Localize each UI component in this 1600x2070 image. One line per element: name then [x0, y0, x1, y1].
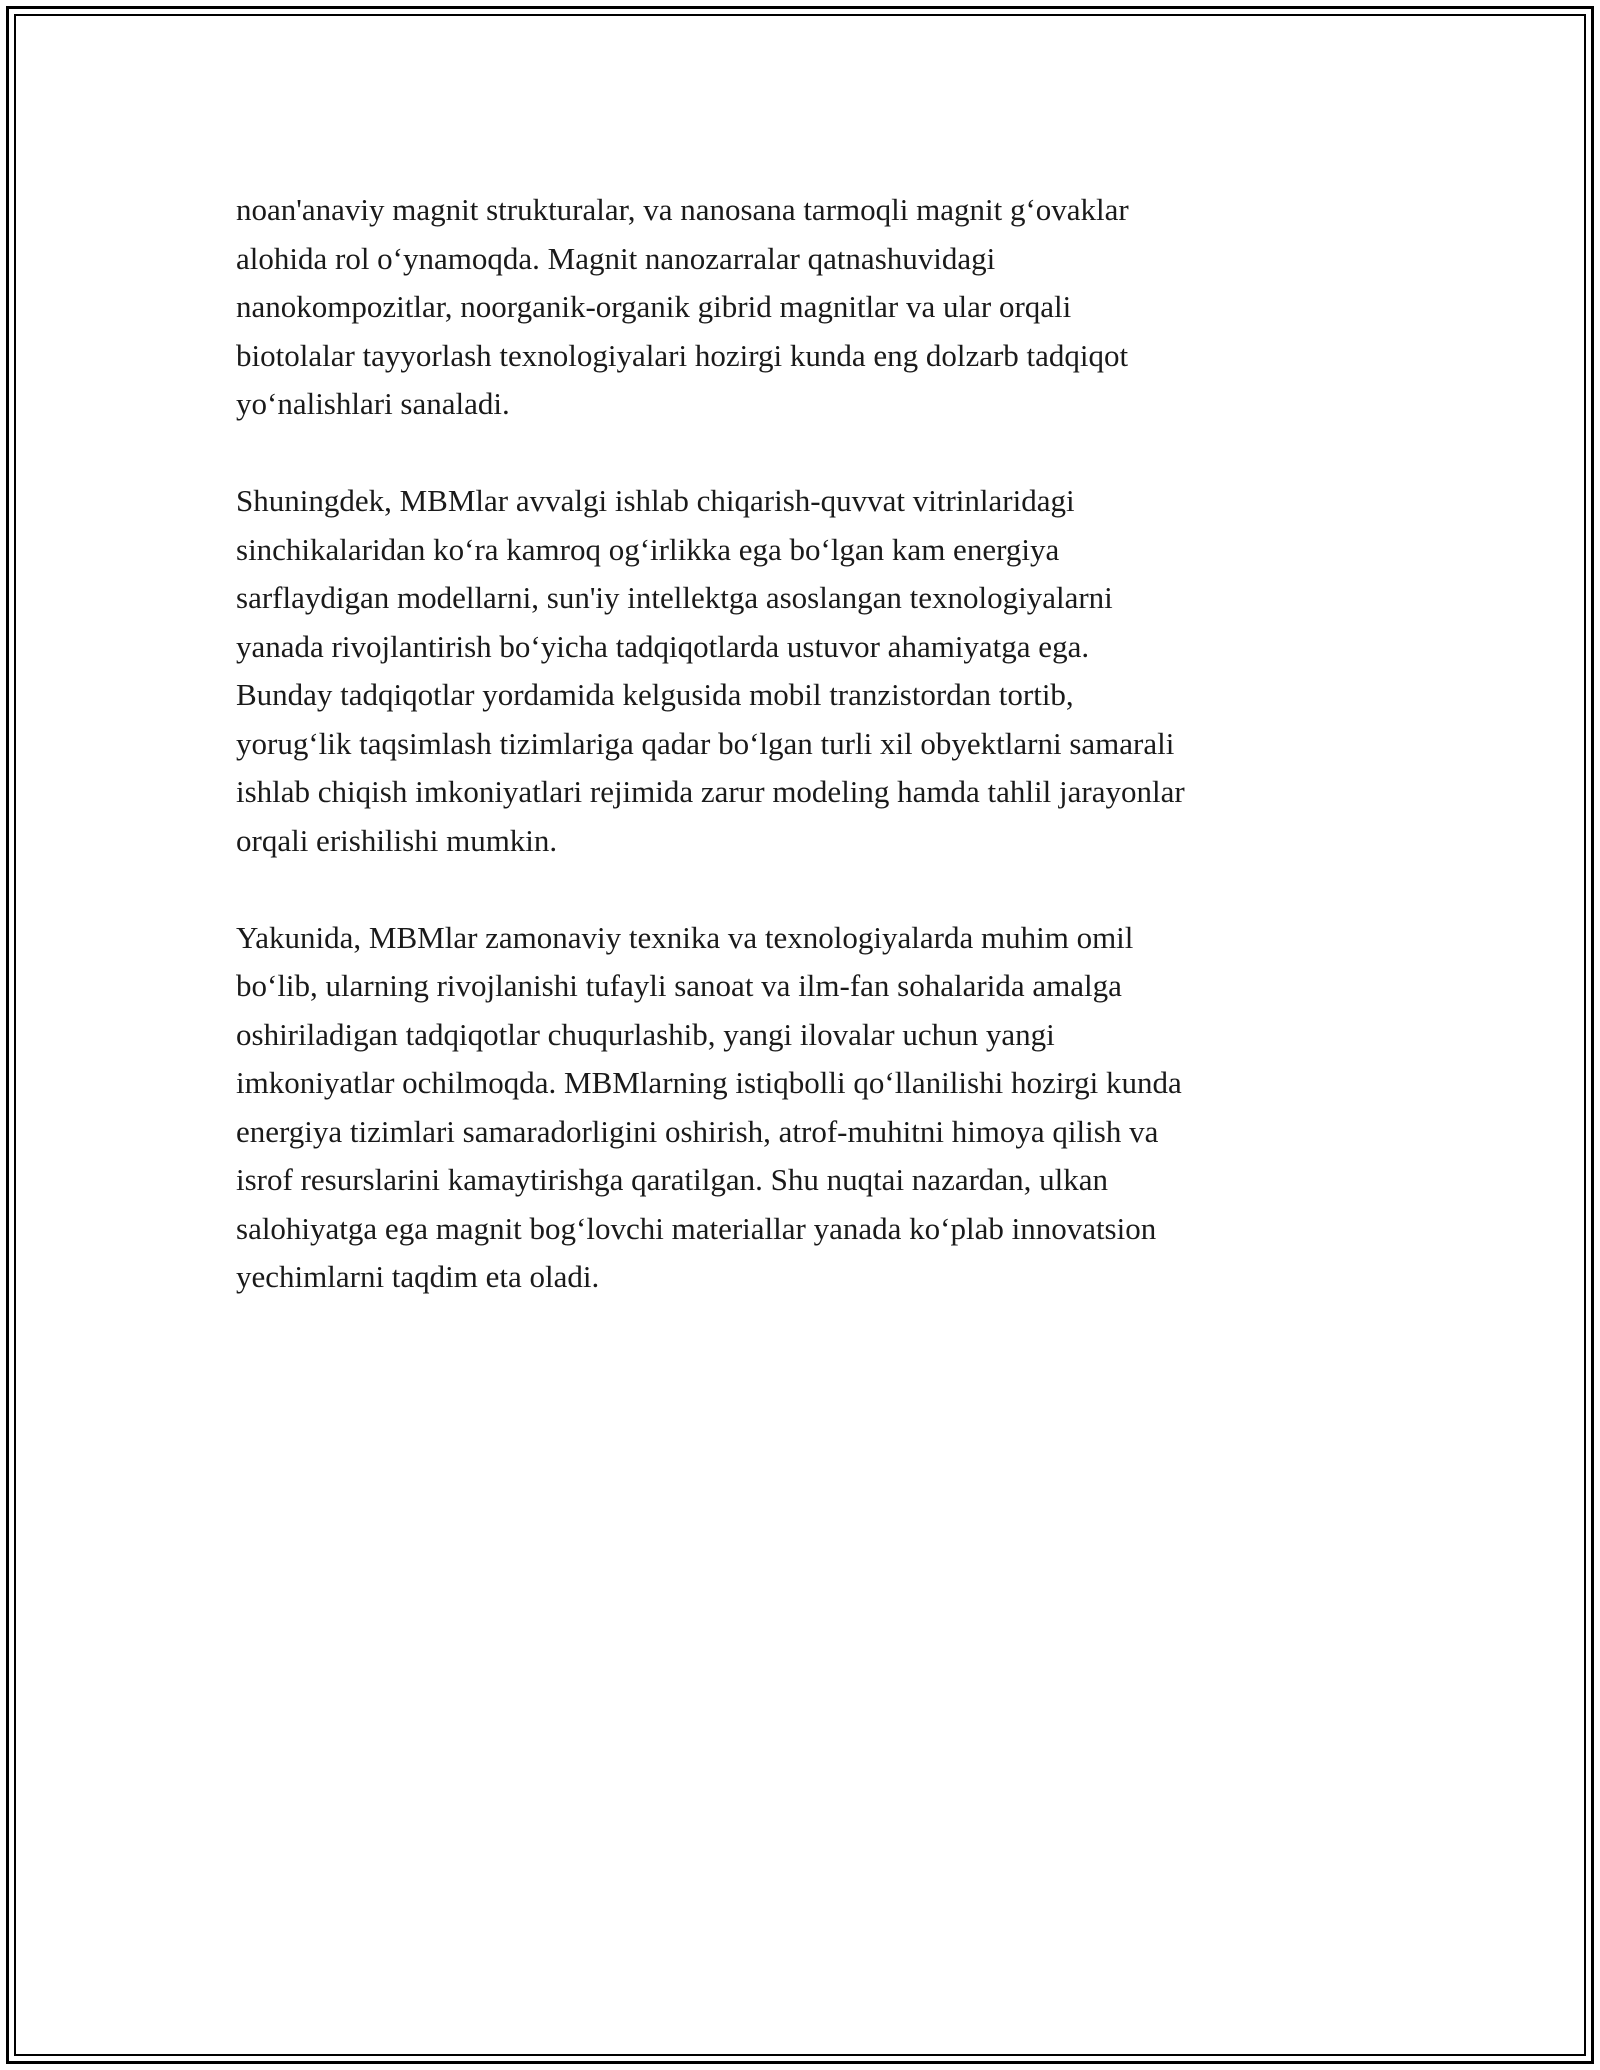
text-line: sinchikalaridan ko‘ra kamroq og‘irlikka ega bo‘lgan kam energiya [236, 531, 1060, 567]
document-body [236, 186, 1366, 1302]
text-line: noan'anaviy magnit strukturalar, va nanosana tarmoqli magnit g‘ovaklar [236, 192, 1129, 227]
text-line: isrof resurslarini kamaytirishga qaratilgan. Shu nuqtai nazardan, ulkan [236, 1162, 1109, 1197]
text-line: nanokompozitlar, noorganik-organik gibrid magnitlar va ular orqali [236, 289, 1072, 324]
text-line: biotolalar tayyorlash texnologiyalari hozirgi kunda eng dolzarb tadqiqot [236, 337, 1129, 373]
paragraph-3 [236, 914, 1366, 1302]
text-line: ishlab chiqish imkoniyatlari rejimida zarur modeling hamda tahlil jarayonlar [236, 774, 1185, 809]
text-line: energiya tizimlari samaradorligini oshirish, atrof-muhitni himoya qilish va [236, 1113, 1159, 1149]
paragraph-spacer [236, 865, 1366, 914]
text-line: Shuningdek, MBMlar avvalgi ishlab chiqarish-quvvat vitrinlaridagi [236, 483, 1075, 518]
paragraph-2 [236, 477, 1366, 865]
text-line: bo‘lib, ularning rivojlanishi tufayli sanoat va ilm-fan sohalarida amalga [236, 968, 1122, 1003]
text-line: Yakunida, MBMlar zamonaviy texnika va texnologiyalarda muhim omil [236, 919, 1134, 955]
text-line: Bunday tadqiqotlar yordamida kelgusida mobil tranzistordan tortib, [236, 677, 1074, 712]
text-line: yechimlarni taqdim eta oladi. [236, 1259, 600, 1294]
text-line: sarflaydigan modellarni, sun'iy intellektga asoslangan texnologiyalarni [236, 580, 1113, 615]
text-line: alohida rol o‘ynamoqda. Magnit nanozarralar qatnashuvidagi [236, 240, 996, 276]
text-line: salohiyatga ega magnit bog‘lovchi materiallar yanada ko‘plab innovatsion [236, 1210, 1157, 1246]
text-line: oshiriladigan tadqiqotlar chuqurlashib, yangi ilovalar uchun yangi [236, 1016, 1055, 1052]
text-line: yo‘nalishlari sanaladi. [236, 386, 510, 421]
paragraph-1 [236, 186, 1366, 429]
text-line: imkoniyatlar ochilmoqda. MBMlarning istiqbolli qo‘llanilishi hozirgi kunda [236, 1065, 1182, 1100]
paragraph-spacer [236, 429, 1366, 478]
text-line: yanada rivojlantirish bo‘yicha tadqiqotlarda ustuvor ahamiyatga ega. [236, 628, 1090, 664]
text-line: yorug‘lik taqsimlash tizimlariga qadar bo‘lgan turli xil obyektlarni samarali [236, 725, 1175, 761]
text-line: orqali erishilishi mumkin. [236, 822, 558, 858]
